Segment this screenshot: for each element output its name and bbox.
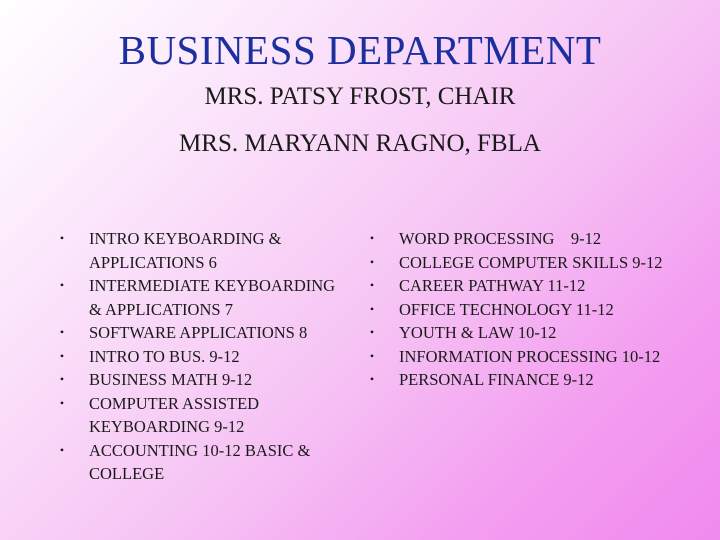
bullet-icon: • (369, 231, 375, 245)
course-label: INTRO TO BUS. 9-12 (89, 346, 240, 366)
course-label: INTERMEDIATE KEYBOARDING & APPLICATIONS 7 (89, 276, 336, 319)
bullet-icon: • (59, 278, 65, 292)
bullet-icon: • (369, 278, 375, 292)
list-item (57, 439, 347, 486)
bullet-icon: • (369, 301, 375, 316)
course-label: INTRO KEYBOARDING & APPLICATIONS 6 (89, 229, 282, 272)
list-item (367, 368, 667, 392)
course-label: YOUTH & LAW 10-12 (399, 323, 557, 342)
left-course-list (57, 227, 347, 486)
list-item (367, 321, 667, 345)
course-label: BUSINESS MATH 9-12 (89, 370, 253, 389)
course-label: COMPUTER ASSISTED KEYBOARDING 9-12 (89, 393, 260, 436)
fbla-line: MRS. MARYANN RAGNO, FBLA (179, 130, 541, 157)
bullet-icon: • (369, 348, 375, 363)
list-item (367, 345, 667, 369)
list-item (57, 227, 347, 274)
course-label: INFORMATION PROCESSING 10-12 (399, 346, 661, 366)
list-item (57, 368, 347, 392)
bullet-icon: • (59, 348, 65, 363)
bullet-icon: • (369, 254, 375, 269)
list-item (367, 298, 667, 322)
bullet-icon: • (59, 231, 65, 245)
list-item (57, 321, 347, 345)
bullet-icon: • (59, 395, 65, 410)
list-item (57, 392, 347, 439)
bullet-icon: • (59, 372, 65, 386)
course-label: PERSONAL FINANCE 9-12 (399, 370, 594, 389)
course-label: CAREER PATHWAY 11-12 (399, 276, 586, 295)
course-label: SOFTWARE APPLICATIONS 8 (89, 323, 308, 342)
list-item (57, 345, 347, 369)
course-label: WORD PROCESSING 9-12 (399, 229, 602, 248)
course-label: COLLEGE COMPUTER SKILLS 9-12 (399, 252, 663, 272)
course-label: ACCOUNTING 10-12 BASIC & COLLEGE (89, 440, 311, 483)
list-item (367, 227, 667, 251)
bullet-icon: • (59, 442, 65, 457)
bullet-icon: • (369, 372, 375, 386)
bullet-icon: • (369, 325, 375, 339)
chair-line: MRS. PATSY FROST, CHAIR (204, 83, 516, 110)
course-label: OFFICE TECHNOLOGY 11-12 (399, 299, 614, 319)
list-item (367, 251, 667, 275)
list-item (367, 274, 667, 298)
right-course-list (367, 227, 667, 392)
page-title: BUSINESS DEPARTMENT (118, 27, 602, 73)
list-item (57, 274, 347, 321)
bullet-icon: • (59, 325, 65, 339)
